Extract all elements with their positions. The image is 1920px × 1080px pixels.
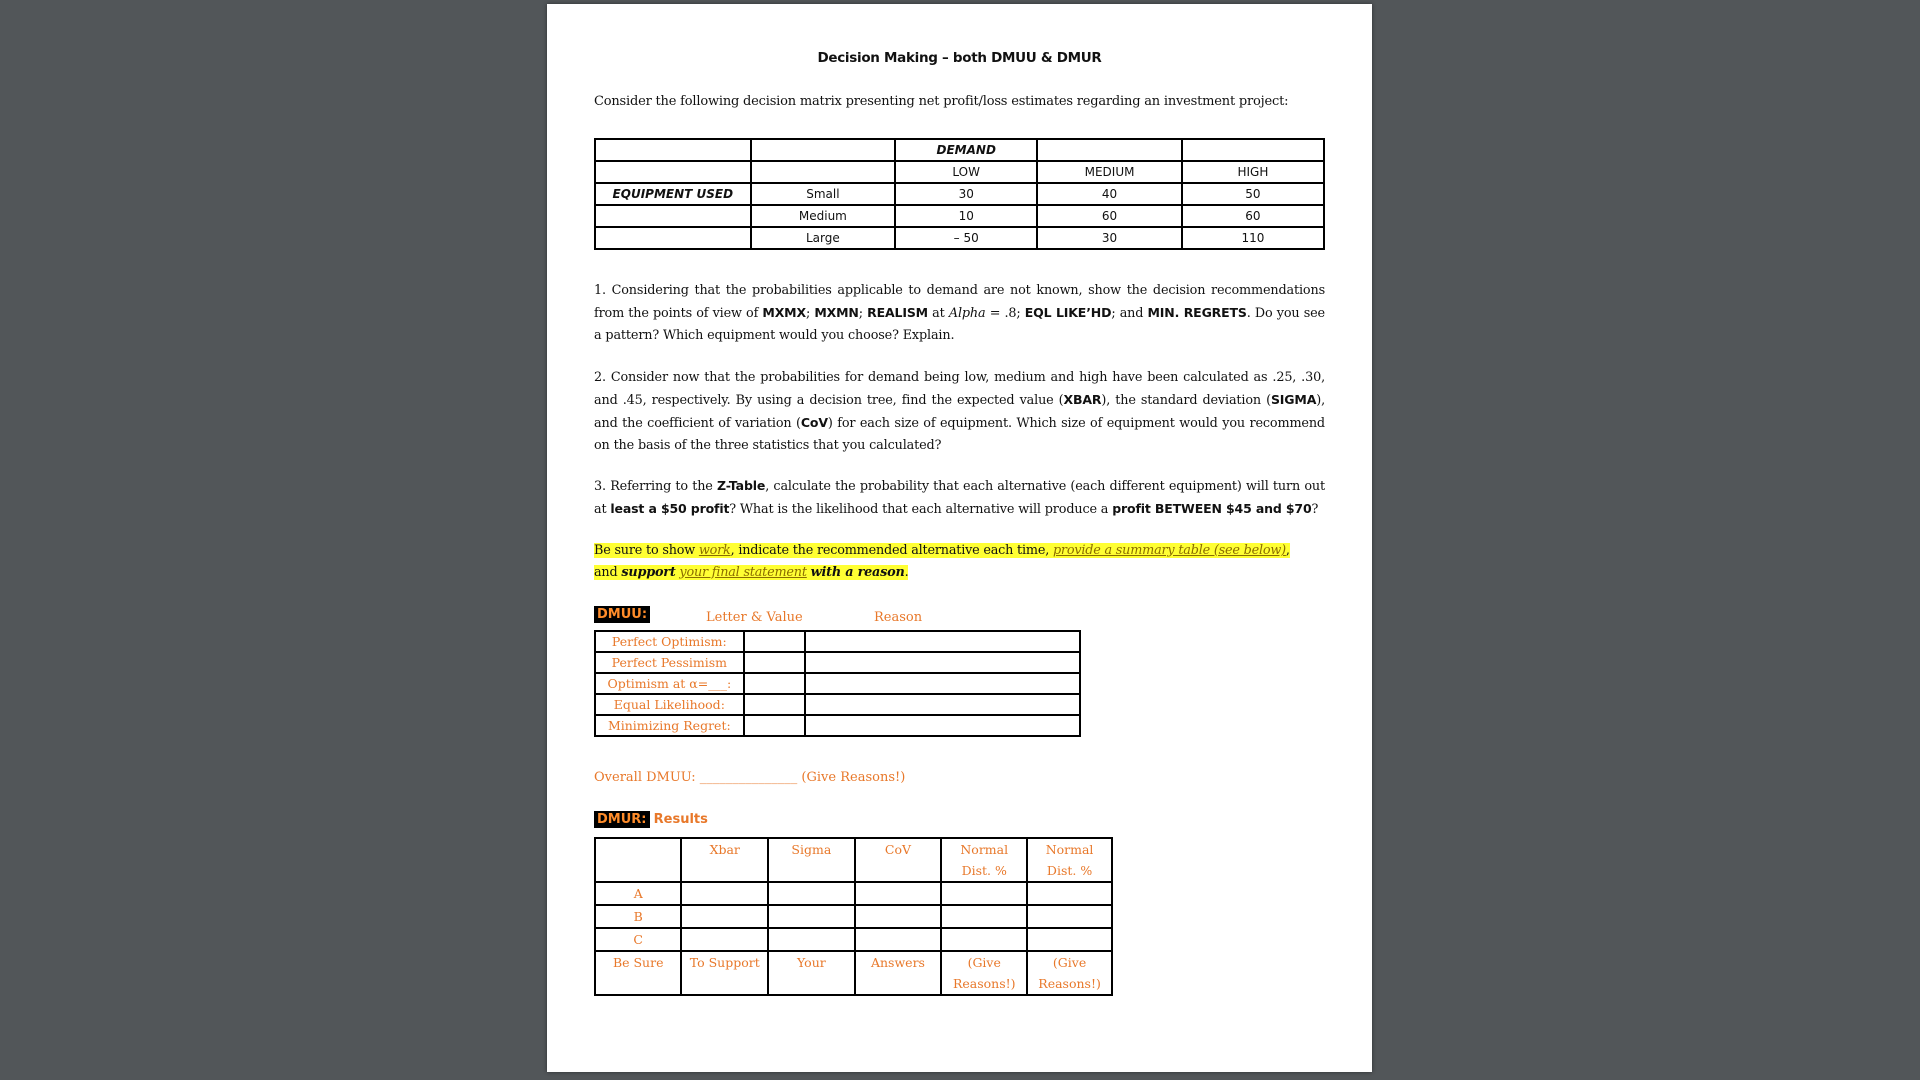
- table-row: B: [595, 905, 1112, 928]
- col-high: HIGH: [1182, 161, 1324, 183]
- table-row: Perfect Optimism:: [595, 631, 1080, 652]
- document-page: [547, 4, 1372, 1072]
- question-2: 2. Consider now that the probabilities for demand being low, medium and high have been calculated as .25, .30, and .45, respectively. By using a decision tree, find the expected value (XBAR), the standard deviation (SIGMA), and the coefficient of variation (CoV) for each size of equipment. Which size of equipment would you recommend on the basis of the three statistics that you calculated?: [594, 370, 1325, 453]
- equipment-header: EQUIPMENT USED: [595, 183, 751, 205]
- table-row: A: [595, 882, 1112, 905]
- dmur-label: DMUR:: [594, 811, 650, 828]
- page-title: Decision Making – both DMUU & DMUR: [817, 50, 1102, 66]
- table-header-row: Xbar Sigma CoV Normal Dist. % Normal Dist. %: [595, 838, 1112, 882]
- table-row: Equal Likelihood:: [595, 694, 1080, 715]
- col-low: LOW: [895, 161, 1037, 183]
- intro-text: Consider the following decision matrix presenting net profit/loss estimates regarding an investment project:: [594, 94, 1289, 109]
- table-row: Medium 10 60 60: [595, 205, 1324, 227]
- dmur-table: [594, 837, 1113, 996]
- dmuu-header: [594, 607, 1325, 629]
- dmuu-table: [594, 630, 1081, 737]
- table-row: EQUIPMENT USED Small 30 40 50: [595, 183, 1324, 205]
- dmuu-label: DMUU:: [594, 606, 650, 623]
- dmur-results-label: Results: [653, 812, 708, 827]
- dmur-header: [594, 812, 708, 827]
- table-row: Large – 50 30 110: [595, 227, 1324, 249]
- overall-dmuu: Overall DMUU: _______________ (Give Reasons!): [594, 770, 906, 785]
- col-medium: MEDIUM: [1037, 161, 1182, 183]
- decision-matrix: [594, 138, 1325, 250]
- table-row: C: [595, 928, 1112, 951]
- question-1: 1. Considering that the probabilities applicable to demand are not known, show the decision recommendations from the points of view of MXMX; MXMN; REALISM at Alpha = .8; EQL LIKE’HD; and MIN. REGRETS. Do you see a pattern? Which equipment would you choose? Explain.: [594, 283, 1325, 343]
- table-row: Minimizing Regret:: [595, 715, 1080, 736]
- table-row: Optimism at α=___:: [595, 673, 1080, 694]
- question-3: 3. Referring to the Z-Table, calculate the probability that each alternative (each different equipment) will turn out at least a $50 profit? What is the likelihood that each alternative will produce a profit BETWEEN $45 and $70?: [594, 478, 1325, 517]
- table-row: Perfect Pessimism: [595, 652, 1080, 673]
- dmuu-col-letter: Letter & Value: [706, 610, 803, 625]
- dmuu-col-reason: Reason: [874, 610, 923, 625]
- demand-header: DEMAND: [895, 139, 1037, 161]
- table-footer-row: Be Sure To Support Your Answers (Give Reasons!) (Give Reasons!): [595, 951, 1112, 995]
- instructions-highlight: Be sure to show work, indicate the recommended alternative each time, provide a summary table (see below), and support your final statement with a reason.: [594, 543, 1290, 580]
